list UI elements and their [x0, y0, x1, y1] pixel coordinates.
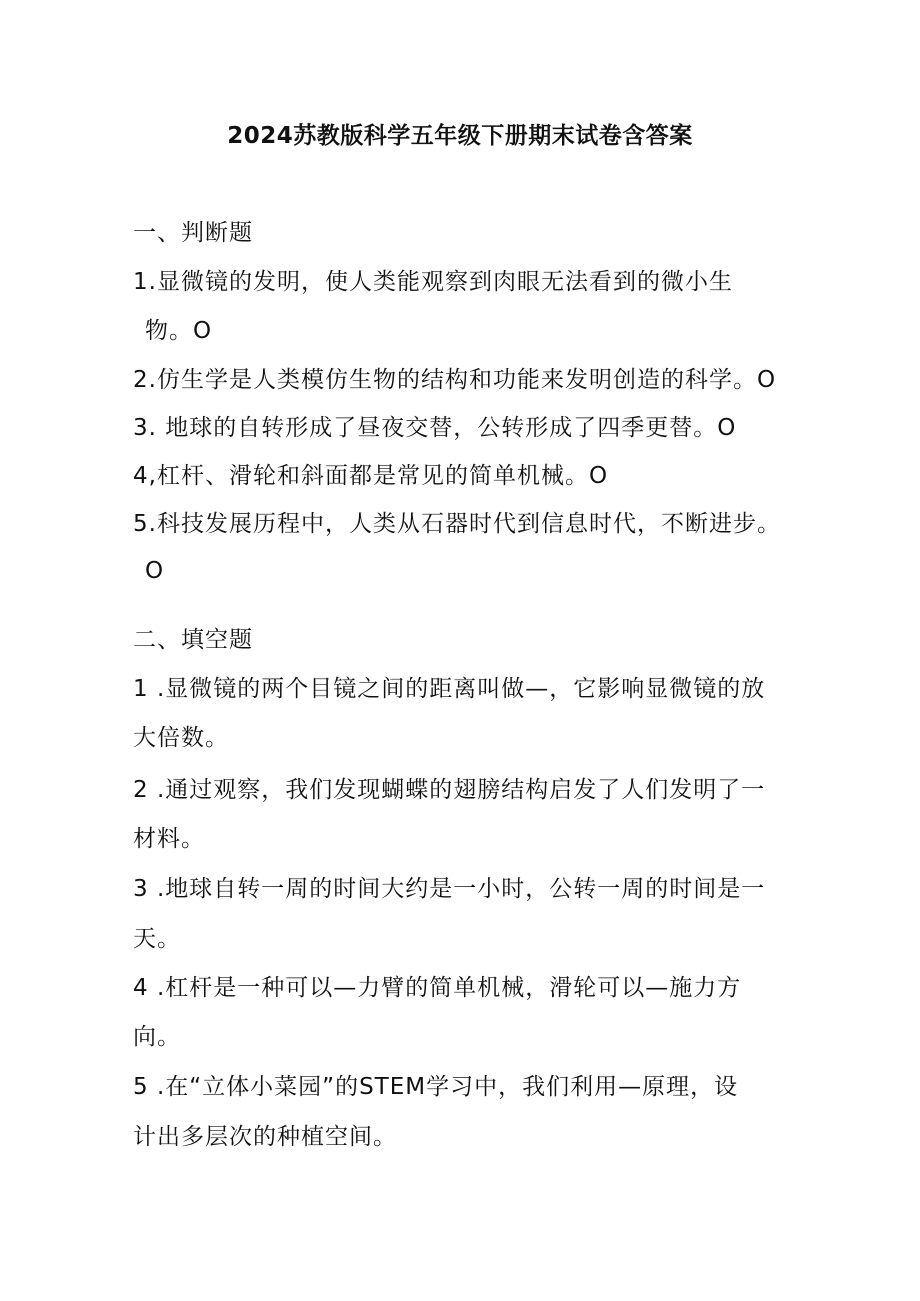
judgement-item-3: 3. 地球的自转形成了昼夜交替，公转形成了四季更替。O [133, 415, 737, 441]
fill-item-2-line2: 材料。 [133, 826, 205, 852]
fill-item-1-line2: 大倍数。 [133, 725, 229, 751]
section-heading-fill-blank: 二、填空题 [133, 627, 253, 653]
document-title: 2024苏教版科学五年级下册期末试卷含答案 [227, 123, 693, 149]
fill-item-1-line1: 1 .显微镜的两个目镜之间的距离叫做—，它影响显微镜的放 [133, 676, 766, 702]
fill-item-5-line2: 计出多层次的种植空间。 [133, 1124, 397, 1150]
fill-item-5-line1: 5 .在“立体小菜园”的STEM学习中，我们利用—原理，设 [133, 1074, 739, 1100]
judgement-item-1-line2: 物。O [145, 318, 213, 344]
section-heading-judgement: 一、判断题 [133, 220, 253, 246]
judgement-item-5-line2: O [145, 558, 165, 584]
fill-item-4-line1: 4 .杠杆是一种可以—力臂的简单机械，滑轮可以—施力方 [133, 975, 742, 1001]
judgement-item-1-line1: 1.显微镜的发明，使人类能观察到肉眼无法看到的微小生 [133, 269, 733, 295]
fill-item-3-line2: 天。 [133, 926, 181, 952]
fill-item-2-line1: 2 .通过观察，我们发现蝴蝶的翅膀结构启发了人们发明了一 [133, 777, 766, 803]
judgement-item-4: 4,杠杆、滑轮和斜面都是常见的简单机械。O [133, 463, 609, 489]
fill-item-4-line2: 向。 [133, 1024, 181, 1050]
fill-item-3-line1: 3 .地球自转一周的时间大约是一小时，公转一周的时间是一 [133, 876, 766, 902]
judgement-item-5-line1: 5.科技发展历程中，人类从石器时代到信息时代，不断进步。 [133, 511, 781, 537]
judgement-item-2: 2.仿生学是人类模仿生物的结构和功能来发明创造的科学。O [133, 367, 777, 393]
